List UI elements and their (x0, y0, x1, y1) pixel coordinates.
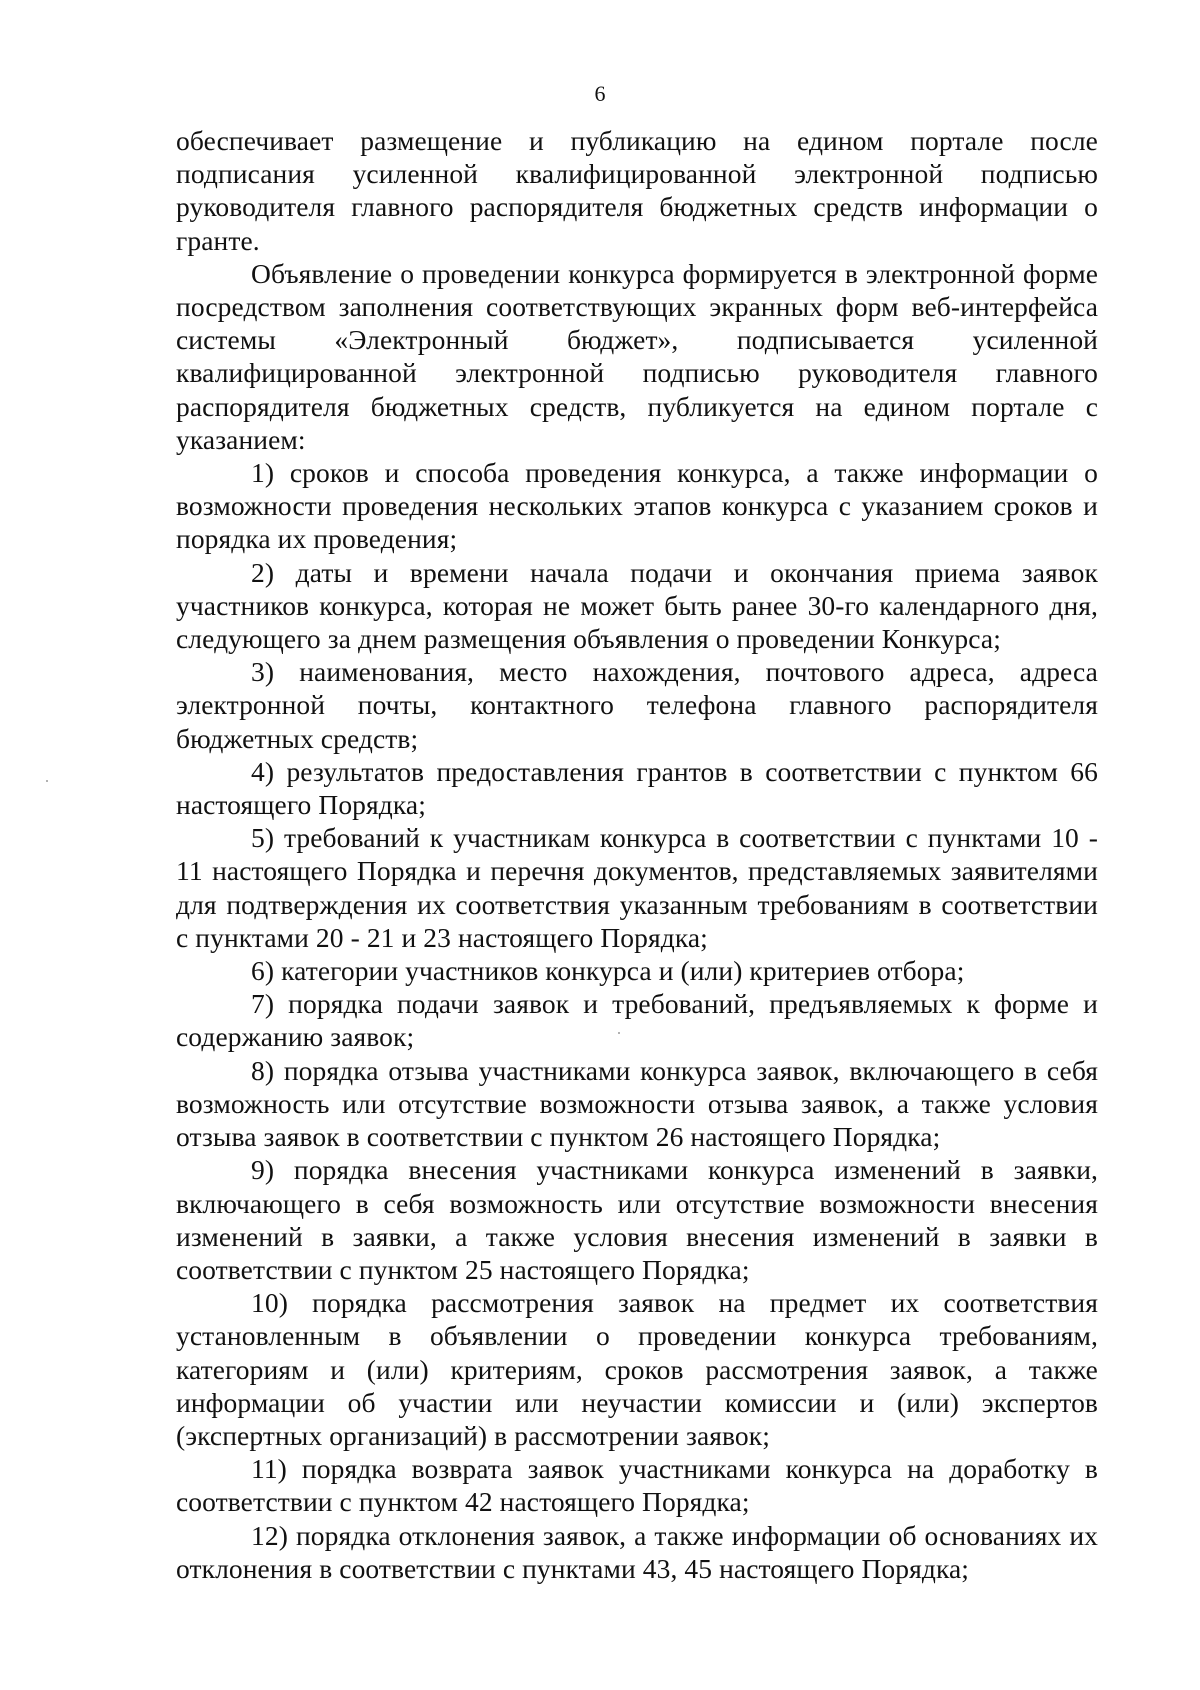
list-item-1: 1) сроков и способа проведения конкурса, а также информации о возможности проведения нескольких этапов конкурса с указанием сроков и порядка их проведения; (176, 457, 1098, 555)
document-body (176, 124, 1098, 1585)
paragraph-continuation: обеспечивает размещение и публикацию на едином портале после подписания усиленной квалифицированной электронной подписью руководителя главного распорядителя бюджетных средств информации о гранте. (176, 125, 1098, 256)
page-number: 6 (594, 81, 606, 106)
scan-speck (618, 1032, 620, 1034)
list-item-8: 8) порядка отзыва участниками конкурса заявок, включающего в себя возможность или отсутствие возможности отзыва заявок, а также условия отзыва заявок в соответствии с пунктом 26 настоящего Порядка; (176, 1054, 1098, 1153)
scan-speck (46, 780, 48, 782)
list-item-2: 2) даты и времени начала подачи и окончания приема заявок участников конкурса, которая не может быть ранее 30-го календарного дня, следующего за днем размещения объявления о проведении Конкурса; (176, 556, 1098, 655)
list-item-12: 12) порядка отклонения заявок, а также информации об основаниях их отклонения в соответствии с пунктами 43, 45 настоящего Порядка; (176, 1519, 1098, 1584)
list-item-3: 3) наименования, место нахождения, почтового адреса, адреса электронной почты, контактного телефона главного распорядителя бюджетных средств; (176, 656, 1098, 754)
list-item-4: 4) результатов предоставления грантов в соответствии с пунктом 66 настоящего Порядка; (176, 755, 1098, 821)
list-item-9: 9) порядка внесения участниками конкурса изменений в заявки, включающего в себя возможность или отсутствие возможности внесения изменений в заявки, а также условия внесения изменений в заявки в соответствии с пунктом 25 настоящего Порядка; (176, 1154, 1098, 1285)
list-item-6: 6) категории участников конкурса и (или) критериев отбора; (251, 955, 965, 987)
list-item-10: 10) порядка рассмотрения заявок на предмет их соответствия установленным в объявлении о проведении конкурса требованиям, категориям и (или) критериям, сроков рассмотрения заявок, а также информации об участии или неучастии комиссии и (или) экспертов (экспертных организаций) в рассмотрении заявок; (176, 1287, 1098, 1451)
list-item-11: 11) порядка возврата заявок участниками конкурса на доработку в соответствии с пунктом 42 настоящего Порядка; (176, 1453, 1098, 1518)
list-item-7: 7) порядка подачи заявок и требований, предъявляемых к форме и содержанию заявок; (176, 988, 1098, 1053)
list-item-5: 5) требований к участникам конкурса в соответствии с пунктами 10 - 11 настоящего Порядка и перечня документов, представляемых заявителями для подтверждения их соответствия указанным требованиям в соответствии с пунктами 20 - 21 и 23 настоящего Порядка; (176, 822, 1098, 953)
paragraph-announcement-intro: Объявление о проведении конкурса формируется в электронной форме посредством заполнения соответствующих экранных форм веб-интерфейса системы «Электронный бюджет», подписывается усиленной квалифицированной электронной подписью руководителя главного распорядителя бюджетных средств, публикуется на едином портале с указанием: (176, 257, 1098, 455)
